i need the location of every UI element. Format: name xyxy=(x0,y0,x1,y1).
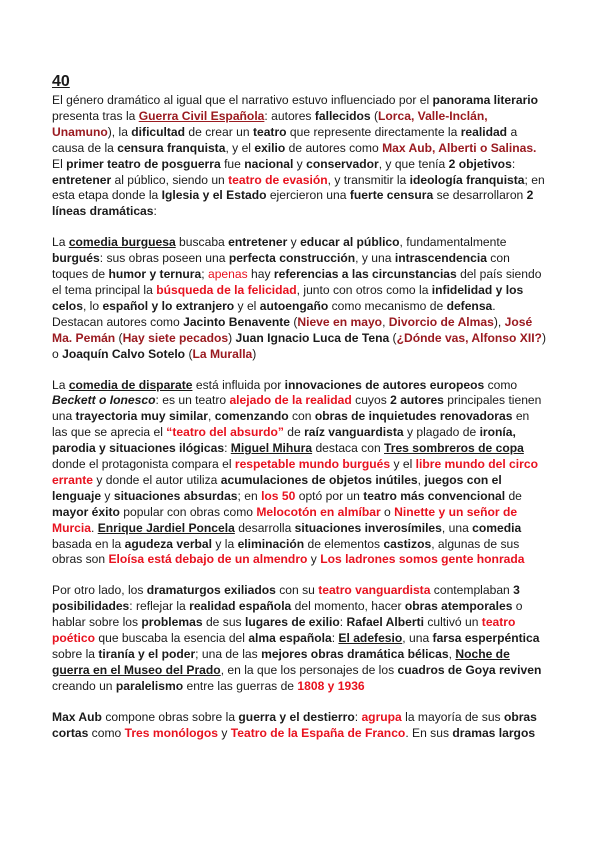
text-run: Ninette y un señor de Murcia xyxy=(52,504,518,535)
text-run: teatro xyxy=(252,124,287,139)
paragraph-max-aub: Max Aub compone obras sobre la guerra y el destierro: agrupa la mayoría de sus obras cortas como Tres monólogos y Teatro de la España de Franco. En sus dramas largos xyxy=(52,709,537,740)
text-run: infidelidad y los celos xyxy=(52,282,524,313)
text-run: “teatro del absurdo” xyxy=(166,425,284,440)
text-run: agudeza verbal xyxy=(124,536,213,551)
text-run: ¿Dónde vas, Alfonso XII? xyxy=(396,330,542,345)
text-run: comedia burguesa xyxy=(68,235,176,250)
paragraph-intro: El género dramático al igual que el narrativo estuvo influenciado por el panorama literario presenta tras la Guerra Civil Española: autores fallecidos (Lorca, Valle-Inclán, Unamuno), la dificultad de crear un teatro que represente directamente la realidad a causa de la censura franquista, y el exilio de autores como Max Aub, Alberti o Salinas. El primer teatro de posguerra fue nacional y conservador, y que tenía 2 objetivos: entretener al público, siendo un teatro de evasión, y transmitir la ideología franquista; en esta etapa donde la Iglesia y el Estado ejercieron una fuerte censura se desarrollaron 2 líneas dramáticas: xyxy=(52,93,545,219)
text-run: farsa esperpéntica xyxy=(432,631,540,646)
text-run: Rafael Alberti xyxy=(346,615,424,630)
text-run: teatro poético xyxy=(52,615,516,646)
text-run: apenas xyxy=(207,267,248,282)
text-run: agrupa xyxy=(361,709,402,724)
text-run: ironía, parodia y situaciones ilógicas xyxy=(52,425,516,456)
text-run: primer teatro de posguerra xyxy=(66,156,221,171)
text-run: 2 objetivos xyxy=(448,156,512,171)
text-run: fuerte censura xyxy=(349,188,434,203)
text-run: 2 autores xyxy=(390,393,444,408)
text-run: obras atemporales xyxy=(404,599,513,614)
text-run: entretener xyxy=(228,235,288,250)
text-run: fallecidos xyxy=(314,108,371,123)
text-run: paralelismo xyxy=(115,678,184,693)
text-run: obras de inquietudes renovadoras xyxy=(314,409,513,424)
text-run: comedia xyxy=(472,520,522,535)
text-run: innovaciones de autores europeos xyxy=(284,377,485,392)
text-run: obras cortas xyxy=(52,709,537,740)
text-run: Miguel Mihura xyxy=(230,441,313,456)
text-run: ideología franquista xyxy=(409,172,525,187)
text-run: alejado de la realidad xyxy=(229,393,352,408)
text-run: dramas largos xyxy=(452,725,536,740)
text-run: conservador xyxy=(306,156,379,171)
text-run: teatro más convencional xyxy=(363,488,506,503)
text-run: Eloísa está debajo de un almendro xyxy=(108,552,308,567)
text-run: acumulaciones de objetos inútiles xyxy=(220,472,418,487)
text-run: educar al público xyxy=(300,235,400,250)
text-run: Enrique Jardiel Poncela xyxy=(97,520,235,535)
text-run: español y lo extranjero xyxy=(102,298,235,313)
text-run: raíz vanguardista xyxy=(304,425,404,440)
text-run: problemas xyxy=(141,615,203,630)
text-run: humor y ternura xyxy=(108,267,202,282)
text-run: cuadros de Goya reviven xyxy=(397,662,542,677)
text-run: búsqueda de la felicidad xyxy=(156,282,297,297)
paragraph-comedia-disparate: La comedia de disparate está influida por innovaciones de autores europeos como Beckett o Ionesco: es un teatro alejado de la realidad cuyos 2 autores principales tienen una trayectoria muy similar, comenzando con obras de inquietudes renovadoras en las que se aprecia el “teatro del absurdo” de raíz vanguardista y plagado de ironía, parodia y situaciones ilógicas: Miguel Mihura destaca con Tres sombreros de copa donde el protagonista compara el respetable mundo burgués y el libre mundo del circo errante y donde el autor utiliza acumulaciones de objetos inútiles, juegos con el lenguaje y situaciones absurdas; en los 50 optó por un teatro más convencional de mayor éxito popular con obras como Melocotón en almíbar o Ninette y un señor de Murcia. Enrique Jardiel Poncela desarrolla situaciones inverosímiles, una comedia basada en la agudeza verbal y la eliminación de elementos castizos, algunas de sus obras son Eloísa está debajo de un almendro y Los ladrones somos gente honrada xyxy=(52,377,542,567)
text-run: Juan Ignacio Luca de Tena xyxy=(235,330,390,345)
text-run: Beckett o Ionesco xyxy=(52,393,156,408)
text-run: panorama literario xyxy=(432,93,539,107)
text-run: mayor éxito xyxy=(52,504,120,519)
text-run: dramaturgos exiliados xyxy=(146,583,276,598)
text-run: comenzando xyxy=(214,409,289,424)
text-run: comedia de disparate xyxy=(68,377,193,392)
text-run: Los ladrones somos gente honrada xyxy=(320,552,525,567)
text-run: dificultad xyxy=(131,124,186,139)
text-run: defensa xyxy=(446,298,493,313)
text-run: censura franquista xyxy=(117,140,226,155)
text-run: Max Aub, Alberti o Salinas. xyxy=(382,140,537,155)
text-run: perfecta construcción xyxy=(228,251,356,266)
text-run: entretener xyxy=(52,172,112,187)
text-run: respetable mundo burgués xyxy=(234,457,391,472)
text-run: Joaquín Calvo Sotelo xyxy=(62,346,186,361)
text-run: Tres monólogos xyxy=(124,725,219,740)
text-run: 3 posibilidades xyxy=(52,583,520,614)
text-run: trayectoria muy similar xyxy=(75,409,208,424)
text-run: Nieve en mayo xyxy=(297,314,383,329)
text-run: situaciones absurdas xyxy=(113,488,238,503)
text-run: Iglesia y el Estado xyxy=(161,188,267,203)
paragraph-comedia-burguesa: La comedia burguesa buscaba entretener y educar al público, fundamentalmente burgués: sus obras poseen una perfecta construcción, y una intrascendencia con toques de humor y ternura; apenas hay referencias a las circunstancias del país siendo el tema principal la búsqueda de la felicidad, junto con otros como la infidelidad y los celos, lo español y lo extranjero y el autoengaño como mecanismo de defensa. Destacan autores como Jacinto Benavente (Nieve en mayo, Divorcio de Almas), José Ma. Pemán (Hay siete pecados) Juan Ignacio Luca de Tena (¿Dónde vas, Alfonso XII?) o Joaquín Calvo Sotelo (La Muralla) xyxy=(52,235,546,361)
text-run: eliminación xyxy=(237,536,305,551)
text-run: Teatro de la España de Franco xyxy=(230,725,406,740)
text-run: Lorca, Valle-Inclán, Unamuno xyxy=(52,108,488,139)
text-run: teatro de evasión xyxy=(228,172,328,187)
text-run: castizos xyxy=(383,536,432,551)
page-number: 40 xyxy=(52,73,70,90)
text-run: José Ma. Pemán xyxy=(52,314,533,345)
text-run: La Muralla xyxy=(192,346,253,361)
text-run: Jacinto Benavente xyxy=(183,314,290,329)
text-run: 1808 y 1936 xyxy=(297,678,365,693)
text-run: realidad española xyxy=(189,599,292,614)
document-page xyxy=(52,72,548,757)
paragraph-dramaturgos-exiliados: Por otro lado, los dramaturgos exiliados con su teatro vanguardista contemplaban 3 posibilidades: reflejar la realidad española del momento, hacer obras atemporales o hablar sobre los problemas de sus lugares de exilio: Rafael Alberti cultivó un teatro poético que buscaba la esencia del alma española: El adefesio, una farsa esperpéntica sobre la tiranía y el poder; una de las mejores obras dramática bélicas, Noche de guerra en el Museo del Prado, en la que los personajes de los cuadros de Goya reviven creando un paralelismo entre las guerras de 1808 y 1936 xyxy=(52,583,542,693)
text-run: tiranía y el poder xyxy=(98,647,196,661)
text-run: realidad xyxy=(460,124,508,139)
text-run: teatro vanguardista xyxy=(318,583,431,598)
text-run: guerra y el destierro xyxy=(238,709,355,724)
text-run: lugares de exilio xyxy=(244,615,340,630)
text-run: Hay siete pecados xyxy=(122,330,229,345)
text-run: El adefesio xyxy=(338,631,403,646)
text-run: burgués xyxy=(52,251,100,266)
text-run: nacional xyxy=(244,156,294,171)
text-run: alma española xyxy=(248,631,332,646)
text-run: los 50 xyxy=(261,488,296,503)
text-run: 2 líneas dramáticas xyxy=(52,188,534,219)
text-run: referencias a las circunstancias xyxy=(273,267,457,282)
text-run: intrascendencia xyxy=(394,251,487,266)
text-run: Divorcio de Almas xyxy=(388,314,494,329)
text-run: Guerra Civil Española xyxy=(138,108,265,123)
text-run: Max Aub xyxy=(52,709,102,724)
text-run: exilio xyxy=(254,140,286,155)
text-run: Tres sombreros de copa xyxy=(384,441,524,456)
text-run: Melocotón en almíbar xyxy=(256,504,381,519)
text-run: situaciones inverosímiles xyxy=(294,520,442,535)
text-run: juegos con el lenguaje xyxy=(52,472,502,503)
text-run: libre mundo del circo errante xyxy=(52,457,538,487)
text-run: mejores obras dramática bélicas xyxy=(261,647,449,661)
text-run: Noche de guerra en el Museo del Prado xyxy=(52,647,510,677)
text-run: autoengaño xyxy=(259,298,329,313)
